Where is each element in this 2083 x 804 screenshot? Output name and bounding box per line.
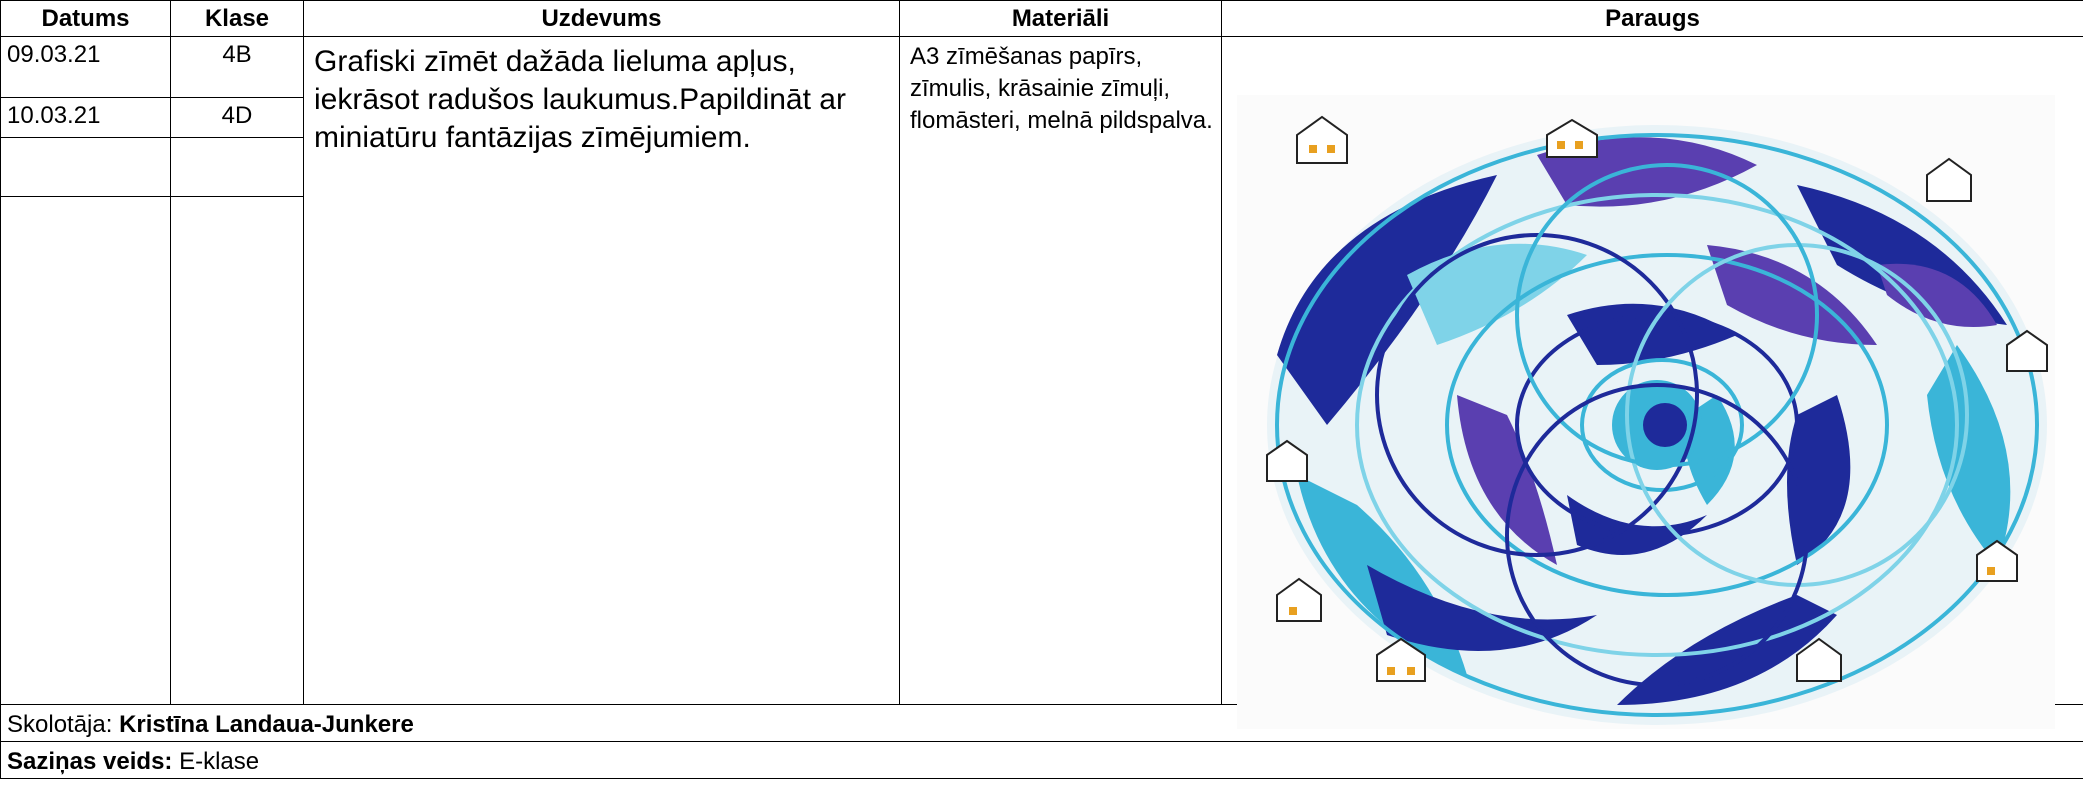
table-row (1, 37, 2083, 98)
header-row (1, 1, 2083, 37)
teacher-name: Kristīna Landaua-Junkere (119, 710, 414, 738)
contact-label: Saziņas veids: (7, 747, 173, 775)
header-date: Datums (1, 1, 171, 37)
date-cell-empty (1, 138, 171, 197)
sample-cell (1222, 37, 2083, 705)
task-text: Grafiski zīmēt dažāda lieluma apļus, iekrāsot radušos laukumus.Papildināt ar miniatūru fantāzijas zīmējumiem. (314, 45, 846, 154)
class-cell: 4B (171, 37, 304, 98)
class-cell-empty (171, 197, 304, 705)
class-cell: 4D (171, 98, 304, 138)
header-class: Klase (171, 1, 304, 37)
class-cell-empty (171, 138, 304, 197)
materials-cell (900, 37, 1222, 705)
date-cell: 09.03.21 (1, 37, 171, 98)
materials-text: A3 zīmēšanas papīrs, zīmulis, krāsainie zīmuļi, flomāsteri, melnā pildspalva. (910, 43, 1213, 134)
contact-cell (1, 742, 2083, 779)
task-cell (304, 37, 900, 705)
header-sample: Paraugs (1222, 1, 2083, 37)
sample-artwork-image (1237, 95, 2055, 729)
header-materials: Materiāli (900, 1, 1222, 37)
date-cell-empty (1, 197, 171, 705)
contact-value: E-klase (179, 747, 260, 775)
teacher-label: Skolotāja: (7, 710, 113, 738)
contact-row (1, 742, 2083, 779)
date-cell: 10.03.21 (1, 98, 171, 138)
header-task: Uzdevums (304, 1, 900, 37)
